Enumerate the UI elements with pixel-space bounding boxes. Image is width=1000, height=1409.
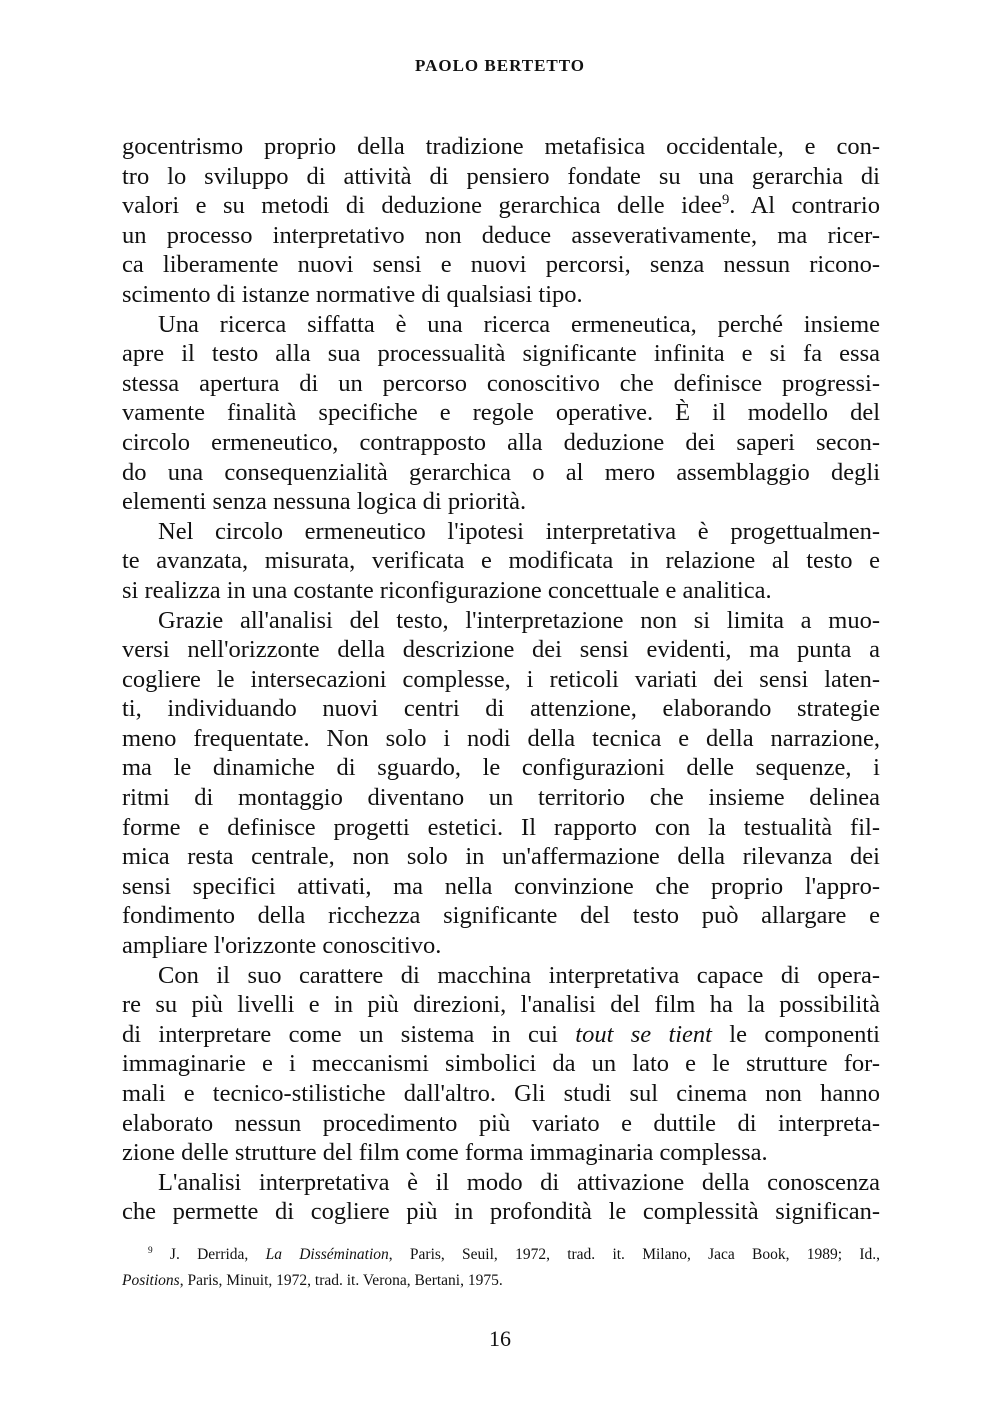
text-line: un processo interpretativo non deduce asseverativamente, ma ricer- [122,221,880,249]
text-line: Con il suo carattere di macchina interpretativa capace di opera- [158,961,880,989]
text-line: elementi senza nessuna logica di priorità. [122,488,527,516]
text-line: circolo ermeneutico, contrapposto alla deduzione dei saperi secon- [122,428,880,456]
text-line: forme e definisce progetti estetici. Il rapporto con la testualità fil- [122,813,880,841]
text-line: scimento di istanze normative di qualsiasi tipo. [122,280,583,308]
text-line: gocentrismo proprio della tradizione metafisica occidentale, e con- [122,133,880,160]
text-line: Grazie all'analisi del testo, l'interpretazione non si limita a muo- [158,606,880,634]
text-line: zione delle strutture del film come forma immaginaria complessa. [122,1139,768,1167]
paragraph [122,1168,880,1227]
text-line: vamente finalità specifiche e regole operative. È il modello del [122,399,880,427]
text-line: tro lo sviluppo di attività di pensiero fondate su una gerarchia di [122,162,880,190]
text-line: di interpretare come un sistema in cui tout se tient le componenti [122,1020,880,1048]
text-line: stessa apertura di un percorso conoscitivo che definisce progressi- [122,369,880,397]
paragraph [122,606,880,961]
text-line: ti, individuando nuovi centri di attenzione, elaborando strategie [122,695,880,723]
text-line: versi nell'orizzonte della descrizione dei sensi evidenti, ma punta a [122,636,880,664]
text-line: ritmi di montaggio diventano un territorio che insieme delinea [122,784,880,812]
body-text [122,132,880,1227]
footnote [122,1242,880,1294]
text-line: che permette di cogliere più in profondità le complessità significan- [122,1198,880,1226]
text-line: elaborato nessun procedimento più variato e duttile di interpreta- [122,1109,880,1137]
footnote-line-1: $^9$ J. Derrida, La Dissémination, Paris, Seuil, 1972, trad. it. Milano, Jaca Book, 1989; Id., [148,1245,881,1263]
text-line: apre il testo alla sua processualità significante infinita e si fa essa [122,340,880,368]
footnote-reference: 9 [721,192,730,209]
text-line: mali e tecnico-stilistiche dall'altro. Gli studi sul cinema non hanno [122,1080,880,1107]
paragraph [122,961,880,1168]
text-line: L'analisi interpretativa è il modo di attivazione della conoscenza [158,1168,880,1196]
text-line: ampliare l'orizzonte conoscitivo. [122,932,442,960]
text-line: Nel circolo ermeneutico l'ipotesi interpretativa è progettualmen- [158,517,880,545]
footnote-marker: 9 [148,1245,153,1256]
paragraph [122,310,880,517]
footnote-title: La Dissémination [265,1246,389,1263]
text-line: meno frequentate. Non solo i nodi della tecnica e della narrazione, [122,724,880,752]
text-line: cogliere le intersecazioni complesse, i reticoli variati dei sensi laten- [122,665,880,693]
text-line: sensi specifici attivati, ma nella convinzione che proprio l'appro- [122,872,880,900]
text-line: si realizza in una costante riconfigurazione concettuale e analitica. [122,576,772,604]
text-line: do una consequenzialità gerarchica o al mero assemblaggio degli [122,458,880,486]
paragraph [122,517,880,606]
page-number: 16 [489,1326,511,1351]
text-line: fondimento della ricchezza significante del testo può allargare e [122,902,880,930]
text-line: valori e su metodi di deduzione gerarchica delle idee$^9$. Al contrario [122,192,880,220]
text-line: te avanzata, misurata, verificata e modificata in relazione al testo e [122,547,880,575]
text-line: mica resta centrale, non solo in un'affermazione della rilevanza dei [122,843,880,871]
text-line: re su più livelli e in più direzioni, l'analisi del film ha la possibilità [122,991,880,1019]
italic-phrase: tout se tient [575,1020,712,1048]
running-head: PAOLO BERTETTO [414,56,586,75]
footnote-line-2: Positions, Paris, Minuit, 1972, trad. it. Verona, Bertani, 1975. [122,1272,503,1289]
text-line: ca liberamente nuovi sensi e nuovi percorsi, senza nessun ricono- [122,251,880,279]
text-line: immaginarie e i meccanismi simbolici da un lato e le strutture for- [122,1050,880,1078]
text-line: ma le dinamiche di sguardo, le configurazioni delle sequenze, i [122,754,880,782]
paragraph [122,132,880,310]
text-line: Una ricerca siffatta è una ricerca ermeneutica, perché insieme [158,310,880,338]
footnote-title: Positions [122,1272,180,1289]
